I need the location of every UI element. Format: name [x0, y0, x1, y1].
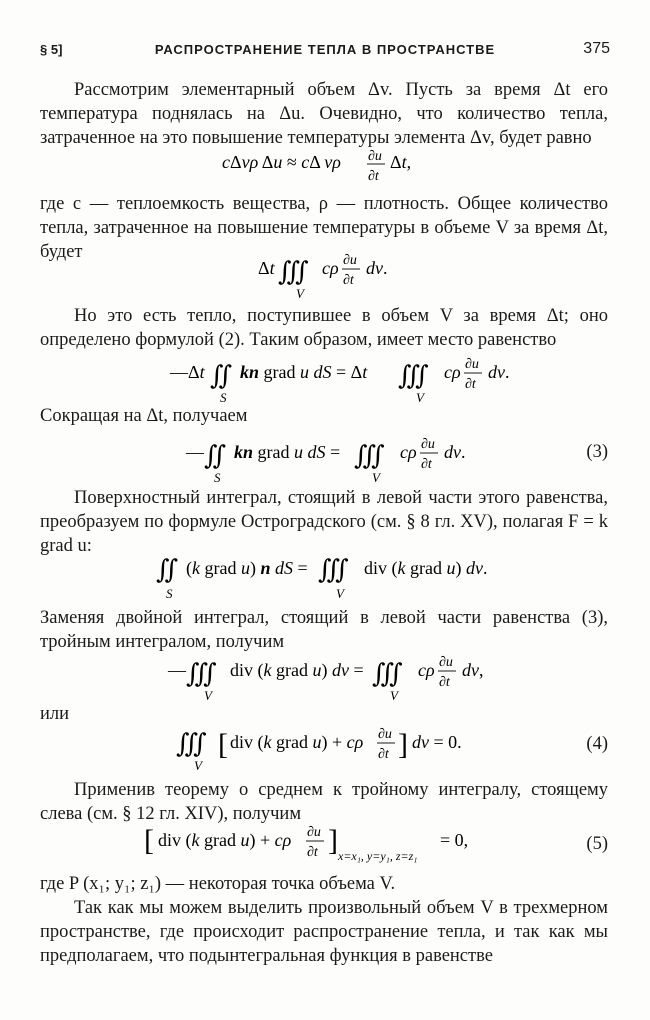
equation-number-3: (3)	[586, 442, 608, 462]
svg-text:dv,: dv,	[462, 660, 484, 680]
svg-text:∬: ∬	[156, 555, 179, 584]
svg-text:∭: ∭	[278, 257, 309, 286]
paragraph-4: Сокращая на Δt, получаем	[40, 406, 248, 426]
svg-text:(k grad u) n dS =: (k grad u) n dS =	[186, 558, 308, 578]
svg-text:div (k grad u) + cρ: div (k grad u) + cρ	[158, 830, 292, 850]
svg-text:[: [	[218, 728, 228, 761]
formula-6	[40, 652, 608, 708]
svg-text:div (k grad u) dv.: div (k grad u) dv.	[364, 558, 488, 578]
svg-text:∭: ∭	[318, 555, 349, 584]
svg-text:div (k grad u) + cρ: div (k grad u) + cρ	[230, 732, 364, 752]
paragraph-7: или	[40, 704, 70, 724]
svg-text:V: V	[416, 390, 424, 405]
formula-6-render	[40, 652, 608, 708]
svg-text:Δt,: Δt,	[390, 152, 412, 172]
formula-7-render	[40, 722, 608, 780]
svg-text:—Δt: —Δt	[170, 362, 205, 382]
equation-number-4: (4)	[586, 734, 608, 754]
paragraph-3: Но это есть тепло, поступившее в объем V за время Δt; оно определено формулой (2). Таким образом, имеет место равенство	[40, 306, 608, 350]
svg-text:∭: ∭	[354, 441, 385, 470]
svg-text:∭: ∭	[398, 361, 429, 390]
svg-text:∂t: ∂t	[343, 273, 354, 288]
page-number: 375	[583, 40, 610, 57]
svg-text:[: [	[144, 824, 154, 857]
svg-text:—: —	[186, 442, 204, 462]
svg-text:]: ]	[328, 824, 338, 857]
svg-text:cρ: cρ	[322, 258, 339, 278]
svg-text:dv.: dv.	[366, 258, 388, 278]
svg-text:V: V	[204, 688, 212, 703]
formula-1-render	[40, 146, 608, 190]
svg-text:∂t: ∂t	[368, 169, 379, 184]
svg-text:∭: ∭	[372, 659, 403, 688]
svg-text:kn grad u dS = Δt: kn grad u dS = Δt	[240, 362, 368, 382]
paragraph-1: Рассмотрим элементарный объем Δv. Пусть за время Δt его температура поднялась на Δu. Очевидно, что количество тепла, затраченное на это повышение температуры элемента Δv, будет равно	[40, 80, 608, 148]
formula-3	[40, 352, 608, 408]
formula-5-render	[40, 554, 608, 606]
formula-2-render	[40, 246, 608, 302]
svg-text:V: V	[390, 688, 398, 703]
svg-text:∂t: ∂t	[465, 377, 476, 392]
svg-text:∂u: ∂u	[378, 727, 392, 742]
formula-8	[40, 822, 608, 872]
svg-text:∂t: ∂t	[378, 747, 389, 762]
running-title: РАСПРОСТРАНЕНИЕ ТЕПЛА В ПРОСТРАНСТВЕ	[154, 42, 496, 57]
svg-text:div (k grad u) dv =: div (k grad u) dv =	[230, 660, 364, 680]
formula-7	[40, 722, 608, 780]
svg-text:∂u: ∂u	[421, 437, 435, 452]
svg-text:∬: ∬	[204, 441, 227, 470]
svg-text:dv = 0.: dv = 0.	[412, 732, 462, 752]
svg-text:S: S	[214, 470, 221, 485]
paragraph-8: Применив теорему о среднем к тройному интегралу, стоящему слева (см. § 12 гл. XIV), получим	[40, 780, 608, 824]
svg-text:∭: ∭	[186, 659, 217, 688]
paragraph-6: Заменяя двойной интеграл, стоящий в левой части равенства (3), тройным интегралом, получим	[40, 608, 608, 652]
equation-number-5: (5)	[586, 834, 608, 854]
svg-text:∬: ∬	[210, 361, 233, 390]
svg-text:cρ: cρ	[400, 442, 417, 462]
svg-text:dv.: dv.	[488, 362, 510, 382]
svg-text:x=x₁, y=y₁, z=z₁: x=x₁, y=y₁, z=z₁	[338, 849, 418, 863]
svg-text:cρ: cρ	[418, 660, 435, 680]
svg-text:∂t: ∂t	[439, 675, 450, 690]
paragraph-5: Поверхностный интеграл, стоящий в левой части этого равенства, преобразуем по формуле Остроградского (см. § 8 гл. XV), полагая F = k grad u:	[40, 488, 608, 556]
paragraph-10: Так как мы можем выделить произвольный объем V в трехмерном пространстве, где происходит распространение тепла, и так как мы предполагаем, что подынтегральная функция в равенстве	[40, 898, 608, 966]
svg-text:∂u: ∂u	[307, 825, 321, 840]
svg-text:∂u: ∂u	[439, 655, 453, 670]
section-ref: § 5]	[40, 42, 63, 57]
running-header	[40, 40, 610, 60]
paragraph-2: где c — теплоемкость вещества, ρ — плотность. Общее количество тепла, затраченное на повышение температуры в объеме V за время Δt, будет	[40, 194, 608, 262]
formula-8-render	[40, 822, 608, 872]
svg-text:V: V	[336, 586, 344, 601]
formula-4-render	[40, 432, 608, 488]
svg-text:V: V	[372, 470, 380, 485]
formula-1	[40, 146, 608, 190]
paragraph-9: где P (x₁; y₁; z₁) — некоторая точка объема V.	[40, 874, 396, 894]
svg-text:∭: ∭	[176, 729, 207, 758]
formula-5	[40, 554, 608, 606]
svg-text:V: V	[194, 758, 202, 773]
svg-text:S: S	[166, 586, 173, 601]
svg-text:—: —	[168, 660, 186, 680]
svg-text:cΔvρ Δu ≈ cΔ vρ: cΔvρ Δu ≈ cΔ vρ	[222, 152, 341, 172]
svg-text:V: V	[296, 286, 304, 301]
formula-3-render	[40, 352, 608, 408]
svg-text:∂u: ∂u	[368, 149, 382, 164]
svg-text:kn grad u dS =: kn grad u dS =	[234, 442, 341, 462]
svg-text:]: ]	[398, 728, 408, 761]
svg-text:cρ: cρ	[444, 362, 461, 382]
formula-2	[40, 246, 608, 302]
svg-text:∂t: ∂t	[307, 845, 318, 860]
svg-text:= 0,: = 0,	[440, 830, 469, 850]
svg-text:∂u: ∂u	[465, 357, 479, 372]
svg-text:∂u: ∂u	[343, 253, 357, 268]
svg-text:dv.: dv.	[444, 442, 466, 462]
svg-text:Δt: Δt	[258, 258, 275, 278]
svg-text:∂t: ∂t	[421, 457, 432, 472]
formula-4	[40, 432, 608, 488]
svg-text:S: S	[220, 390, 227, 405]
